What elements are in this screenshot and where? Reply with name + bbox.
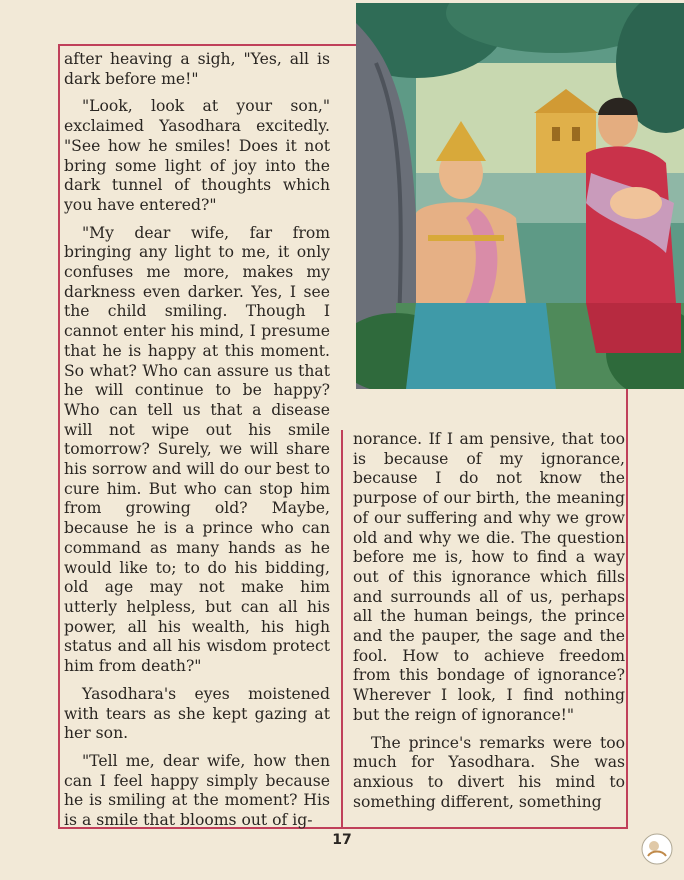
right-text-column xyxy=(353,430,625,812)
frame-left-vertical xyxy=(58,44,60,829)
storybook-illustration-icon xyxy=(356,3,684,389)
paragraph: "Tell me, dear wife, how then can I feel happy simply because he is smiling at the moment? His is a smile that blooms out of ig- xyxy=(64,751,330,830)
page-number: 17 xyxy=(332,832,352,848)
paragraph: norance. If I am pensive, that too is because of my ignorance, because I do not know the purpose of our birth, the meaning of our suffering and why we grow old and why we die. The question before me is, how to find a way out of this ignorance which fills and surrounds all of us, perhaps all the human beings, the prince and the pauper, the sage and the fool. How to achieve freedom from this bondage of ignorance? Wherever I look, I find nothing but the reign of ignorance!" xyxy=(353,430,625,724)
story-illustration xyxy=(356,3,684,389)
paragraph: after heaving a sigh, "Yes, all is dark before me!" xyxy=(64,50,330,88)
paragraph: "My dear wife, far from bringing any light to me, it only confuses me more, makes my darkness even darker. Yes, I see the child smiling. Though I cannot enter his mind, I presume that he is happy at this moment. So what? Who can assure us that he will continue to be happy? Who can tell us that a disease will not wipe out his smile tomorrow? Surely, we will share his sorrow and will do our best to cure him. But who can stop him from growing old? Maybe, because he is a prince who can command as many hands as he would like to; to do his bidding, old age may not make him utterly helpless, but can all his power, all his wealth, his high status and all his wisdom protect him from death?" xyxy=(64,223,330,676)
left-text-column xyxy=(64,50,330,831)
paragraph: Yasodhara's eyes moistened with tears as she kept gazing at her son. xyxy=(64,684,330,743)
frame-column-divider xyxy=(341,430,343,829)
frame-top-horizontal xyxy=(58,44,357,46)
paragraph: "Look, look at your son," exclaimed Yasodhara excitedly. "See how he smiles! Does it not bring some light of joy into the dark tunnel of thoughts which you have entered?" xyxy=(64,97,330,214)
frame-right-vertical xyxy=(626,389,628,829)
paragraph: The prince's remarks were too much for Yasodhara. She was anxious to divert his mind to something different, something xyxy=(353,733,625,811)
publisher-logo-icon xyxy=(640,832,674,866)
